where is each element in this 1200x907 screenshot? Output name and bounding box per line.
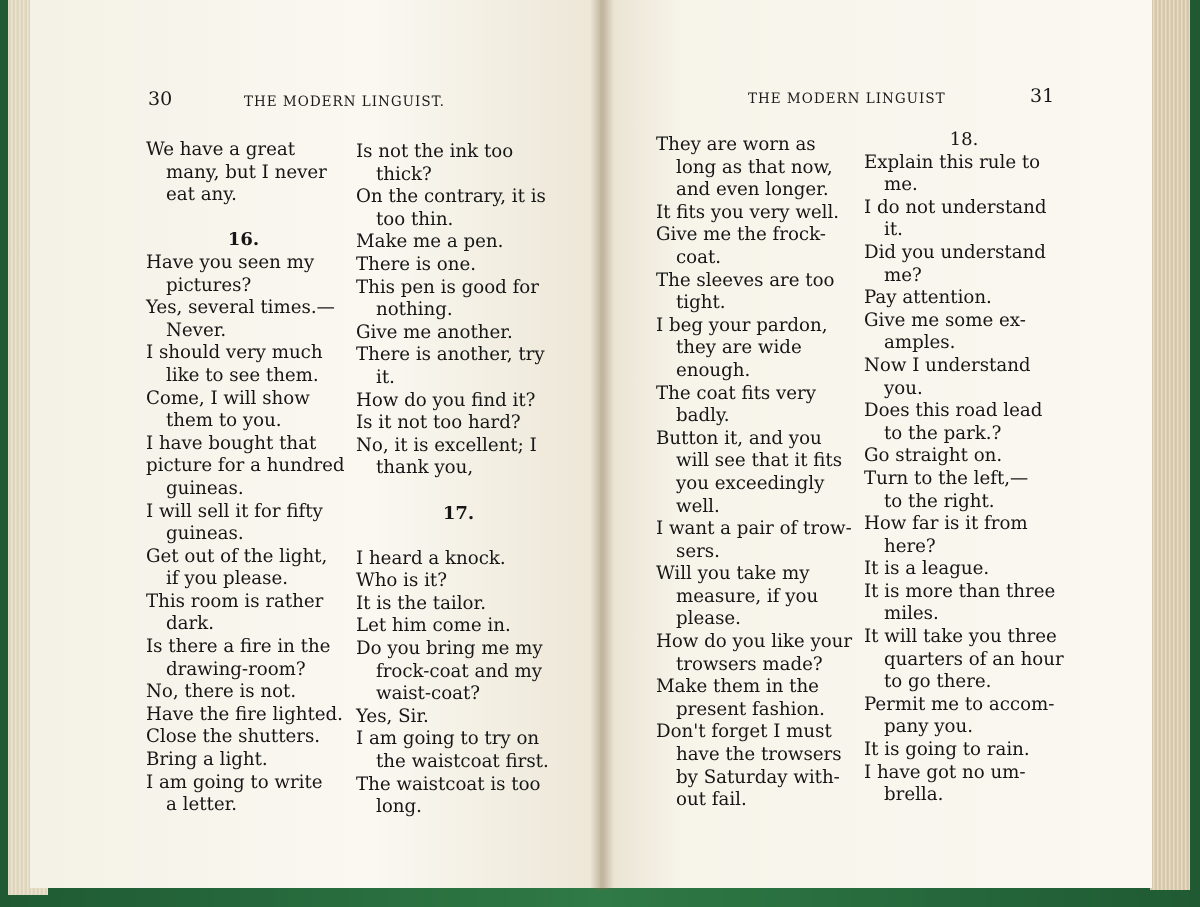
text-line: I want a pair of trow- <box>656 518 852 540</box>
text-line: Does this road lead <box>864 400 1043 422</box>
text-line: have the trowsers <box>676 744 842 766</box>
text-line: There is another, try <box>356 344 545 366</box>
text-line: There is one. <box>356 253 476 275</box>
text-line: waist-coat? <box>376 683 481 705</box>
text-line: them to you. <box>166 410 282 432</box>
text-line: enough. <box>676 359 751 381</box>
text-line: by Saturday with- <box>676 766 840 788</box>
text-line: to the park.? <box>884 422 1002 444</box>
text-line: I have bought that <box>146 432 317 454</box>
left-page-column-2 <box>356 141 561 819</box>
text-line: Button it, and you <box>656 427 822 449</box>
text-line: I am going to write <box>146 771 323 793</box>
text-line: many, but I never <box>166 161 327 183</box>
text-line: present fashion. <box>676 698 825 720</box>
text-line: Who is it? <box>356 570 447 592</box>
text-line: pany you. <box>884 716 973 738</box>
text-line: it. <box>376 366 395 388</box>
text-line: Let him come in. <box>356 615 511 637</box>
text-line: Is it not too hard? <box>356 412 521 434</box>
text-line: The waistcoat is too <box>356 773 541 795</box>
text-line: you exceedingly <box>676 472 825 494</box>
text-line: Now I understand <box>864 354 1031 376</box>
text-line: I should very much <box>146 342 323 364</box>
right-page-column-2 <box>864 129 1064 807</box>
text-line: frock-coat and my <box>376 660 542 682</box>
text-line: We have a great <box>146 139 296 160</box>
text-line: The sleeves are too <box>656 269 835 291</box>
book-gutter <box>590 0 614 890</box>
text-line: amples. <box>884 332 956 354</box>
right-page-column-1 <box>656 134 856 812</box>
text-line: trowsers made? <box>676 653 823 675</box>
text-line: Come, I will show <box>146 387 310 409</box>
text-line: guineas. <box>166 523 244 545</box>
text-line: Permit me to accom- <box>864 693 1055 715</box>
text-line: brella. <box>884 784 944 806</box>
text-line: I heard a knock. <box>356 547 506 569</box>
text-line: coat. <box>676 246 722 268</box>
text-line: me? <box>884 264 922 286</box>
text-line: well. <box>676 495 720 517</box>
text-line: Give me the frock- <box>656 224 826 246</box>
text-line: miles. <box>884 603 939 625</box>
text-line: to go there. <box>884 671 992 693</box>
text-line: It is more than three <box>864 580 1056 602</box>
text-line: it. <box>884 219 903 241</box>
text-line: badly. <box>676 405 730 427</box>
text-line: How do you like your <box>656 631 853 653</box>
blank-line <box>356 525 561 548</box>
text-line: thick? <box>376 163 432 185</box>
text-line: Get out of the light, <box>146 545 328 567</box>
text-line: quarters of an hour <box>884 648 1064 670</box>
text-line: pictures? <box>166 274 252 296</box>
text-line: No, it is excellent; I <box>356 434 537 456</box>
text-line: they are wide <box>676 337 802 359</box>
text-line: to the right. <box>884 490 995 512</box>
left-page-column-1 <box>146 139 345 817</box>
text-line: I am going to try on <box>356 728 540 750</box>
text-line: please. <box>676 608 741 630</box>
text-line: It is a league. <box>864 558 990 580</box>
text-line: It will take you three <box>864 626 1057 648</box>
section-number: 17. <box>442 502 475 524</box>
text-line: dark. <box>166 613 214 635</box>
text-line: This pen is good for <box>356 276 539 298</box>
text-line: Make them in the <box>656 676 819 698</box>
text-line: How far is it from <box>864 513 1028 535</box>
blank-line <box>356 480 561 503</box>
text-line: Never. <box>166 319 227 341</box>
text-line: No, there is not. <box>146 681 297 703</box>
text-line: eat any. <box>166 184 237 206</box>
text-line: picture for a hundred <box>146 455 345 477</box>
page-number-left: 30 <box>148 88 173 110</box>
text-line: a letter. <box>166 794 238 816</box>
text-line: guineas. <box>166 477 244 499</box>
text-line: will see that it fits <box>676 450 843 472</box>
text-line: It fits you very well. <box>656 201 840 223</box>
text-line: Make me a pen. <box>356 231 504 253</box>
text-line: I beg your pardon, <box>656 314 828 336</box>
text-line: It is the tailor. <box>356 592 486 614</box>
text-line: Pay attention. <box>864 287 992 309</box>
text-line: and even longer. <box>676 179 829 201</box>
text-line: This room is rather <box>146 590 324 612</box>
text-line: measure, if you <box>676 585 819 607</box>
text-line: Don't forget I must <box>656 721 832 743</box>
text-line: if you please. <box>166 568 288 590</box>
text-line: thank you, <box>376 457 474 479</box>
page-number-right: 31 <box>1030 85 1055 107</box>
text-line: Do you bring me my <box>356 638 543 660</box>
text-line: drawing-room? <box>166 658 306 680</box>
text-line: the waistcoat first. <box>376 751 549 773</box>
text-line: I do not understand <box>864 196 1047 218</box>
text-line: Have the fire lighted. <box>146 703 343 725</box>
text-line: It is going to rain. <box>864 739 1030 761</box>
text-line: The coat fits very <box>656 382 817 404</box>
text-line: Is not the ink too <box>356 141 514 162</box>
text-line: nothing. <box>376 299 453 321</box>
text-line: Is there a fire in the <box>146 636 331 658</box>
text-line: here? <box>884 535 936 557</box>
text-line: Give me some ex- <box>864 309 1026 331</box>
text-line: too thin. <box>376 208 454 230</box>
text-line: Go straight on. <box>864 445 1003 467</box>
text-line: out fail. <box>676 789 747 811</box>
text-line: long as that now, <box>676 156 833 178</box>
text-line: On the contrary, it is <box>356 186 546 208</box>
text-line: They are worn as <box>656 134 816 155</box>
section-number: 18. <box>949 129 979 150</box>
section-number: 16. <box>227 229 260 251</box>
text-line: Give me another. <box>356 321 513 343</box>
text-line: you. <box>884 377 923 399</box>
text-line: Close the shutters. <box>146 726 321 748</box>
text-line: Yes, Sir. <box>356 705 429 727</box>
text-line: Have you seen my <box>146 251 315 273</box>
text-line: Will you take my <box>656 563 810 585</box>
text-line: Explain this rule to <box>864 151 1041 173</box>
text-line: me. <box>884 174 918 196</box>
text-line: tight. <box>676 292 726 314</box>
text-line: How do you find it? <box>356 389 536 411</box>
blank-line <box>146 207 341 230</box>
text-line: long. <box>376 796 422 818</box>
text-line: Bring a light. <box>146 749 268 771</box>
text-line: I have got no um- <box>864 761 1026 783</box>
text-line: Yes, several times.— <box>146 297 335 319</box>
text-line: Turn to the left,— <box>864 467 1029 489</box>
right-page-edges <box>1150 0 1190 890</box>
running-title-right: THE MODERN LINGUIST <box>748 91 946 107</box>
running-title-left: THE MODERN LINGUIST. <box>244 94 445 110</box>
text-line: I will sell it for fifty <box>146 500 323 522</box>
text-line: like to see them. <box>166 364 319 386</box>
text-line: sers. <box>676 540 720 562</box>
text-line: Did you understand <box>864 241 1046 263</box>
